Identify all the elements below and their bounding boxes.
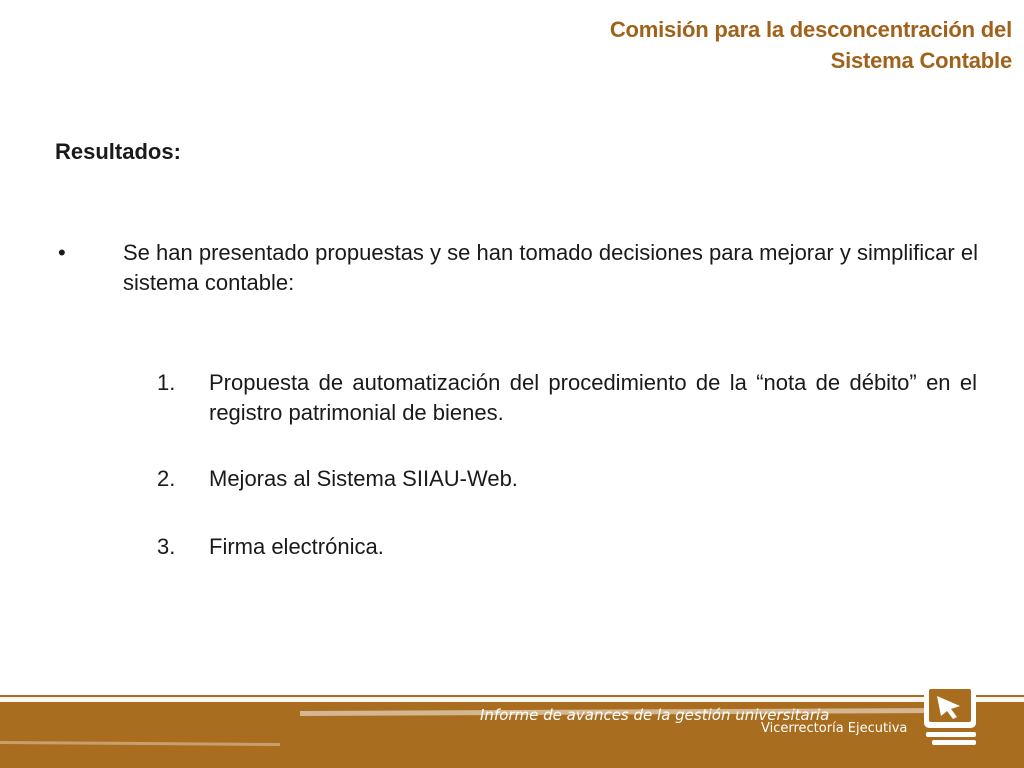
- slide-title-line2: Sistema Contable: [830, 48, 1012, 73]
- list-item-1-text: Propuesta de automatización del procedimiento de la “nota de débito” en el registro patrimonial de bienes.: [209, 370, 977, 425]
- list-item-3-number: 3.: [157, 534, 176, 559]
- footer-report-title: Informe de avances de la gestión universitaria: [480, 706, 830, 724]
- monitor-cursor-icon: [920, 682, 982, 748]
- footer-stripe-top: [0, 697, 1024, 702]
- list-item-3-text: Firma electrónica.: [209, 534, 384, 559]
- bullet-text: Se han presentado propuestas y se han tomado decisiones para mejorar y simplificar el sistema contable:: [123, 240, 978, 295]
- list-item-2-text: Mejoras al Sistema SIIAU-Web.: [209, 466, 518, 491]
- logo-stand-2: [932, 740, 976, 745]
- list-item-2-number: 2.: [157, 466, 176, 491]
- footer-office-name: Vicerrectoría Ejecutiva: [761, 721, 908, 736]
- logo-stand-1: [926, 732, 976, 737]
- slide-title-line1: Comisión para la desconcentración del: [609, 17, 1012, 42]
- list-item-1-number: 1.: [157, 370, 176, 395]
- section-heading: Resultados:: [55, 139, 181, 164]
- slide-title: [610, 14, 1012, 76]
- bullet-marker: •: [58, 240, 66, 265]
